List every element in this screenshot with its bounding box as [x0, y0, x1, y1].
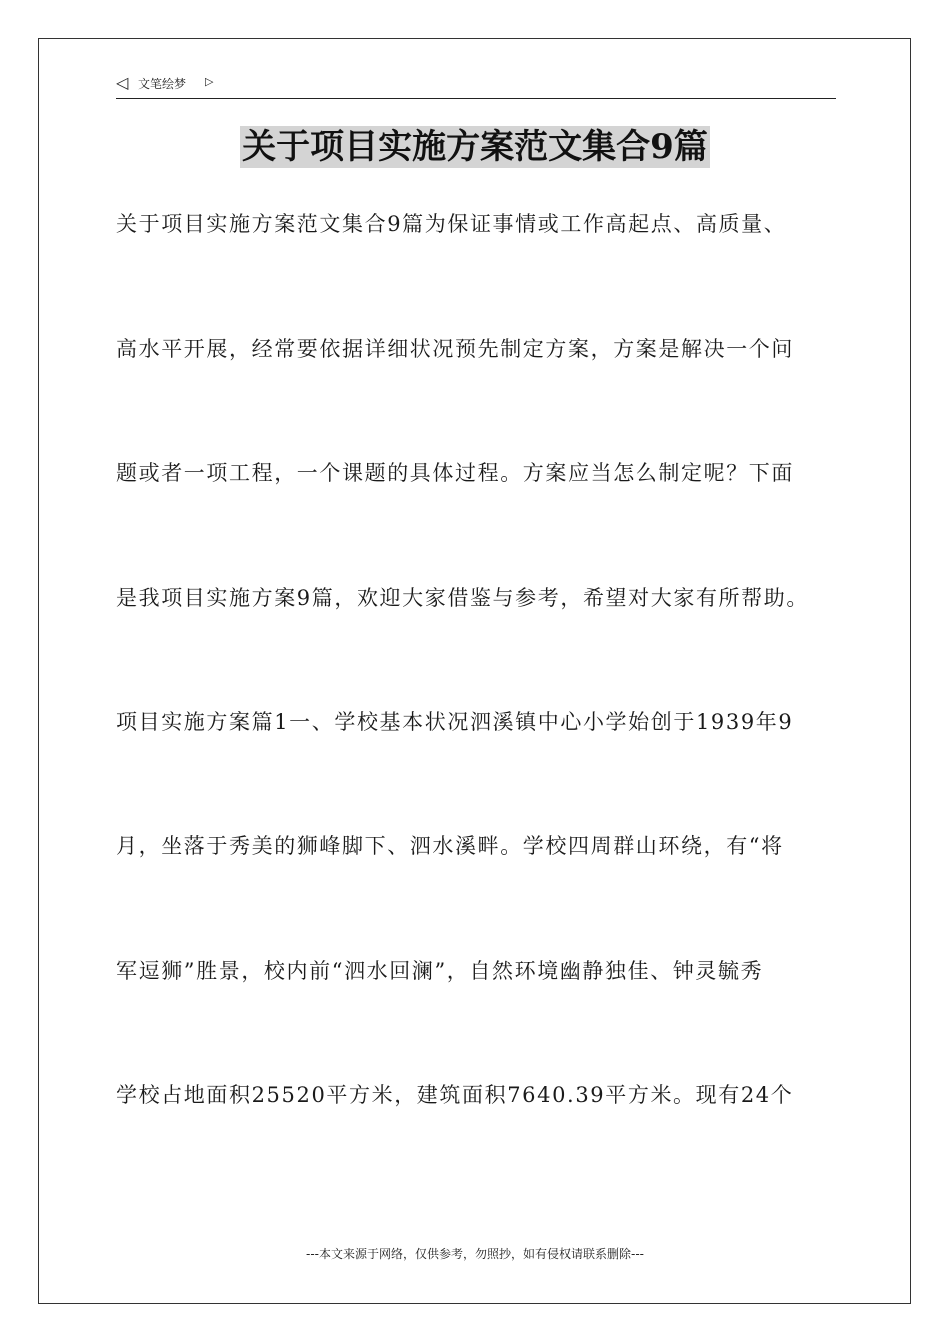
triangle-right-icon: ▷ — [205, 75, 214, 88]
paragraph-line: 高水平开展，经常要依据详细状况预先制定方案，方案是解决一个问 — [116, 337, 794, 361]
header-label: 文笔绘梦 — [138, 77, 187, 91]
page-header — [116, 72, 836, 99]
paragraph-line: 军逗狮”胜景，校内前“泗水回澜”，自然环境幽静独佳、钟灵毓秀 — [116, 959, 764, 983]
paragraph-line: 是我项目实施方案9篇，欢迎大家借鉴与参考，希望对大家有所帮助。 — [116, 586, 809, 610]
paragraph-line: 项目实施方案篇1一、学校基本状况泗溪镇中心小学始创于1939年9 — [116, 710, 794, 734]
document-title: 关于项目实施方案范文集合9篇 — [242, 127, 708, 167]
paragraph-line: 月，坐落于秀美的狮峰脚下、泗水溪畔。学校四周群山环绕，有“将 — [116, 834, 784, 858]
paragraph-line: 关于项目实施方案范文集合9篇为保证事情或工作高起点、高质量、 — [116, 212, 787, 236]
paragraph-line: 题或者一项工程，一个课题的具体过程。方案应当怎么制定呢？下面 — [116, 461, 794, 485]
paragraph-line: 学校占地面积25520平方米，建筑面积7640.39平方米。现有24个 — [116, 1083, 794, 1107]
disclaimer-footer: ---本文来源于网络，仅供参考，勿照抄，如有侵权请联系删除--- — [306, 1247, 644, 1261]
triangle-left-icon: ◁ — [116, 73, 129, 92]
title-container — [0, 126, 950, 168]
